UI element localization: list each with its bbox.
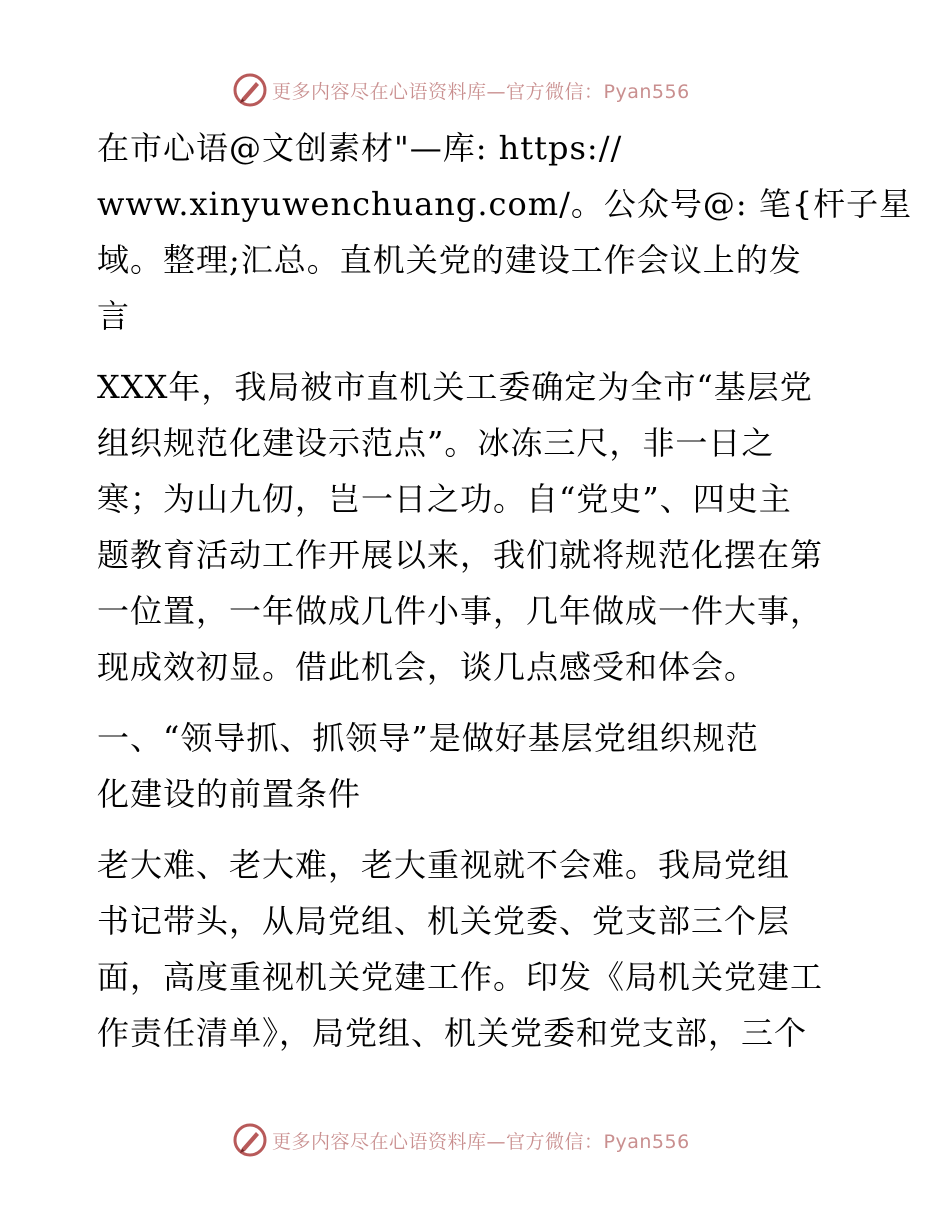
text-line: 一、“领导抓、抓领导”是做好基层党组织规范 [97, 719, 759, 757]
text-line: XXX年，我局被市直机关工委确定为全市“基层党 [97, 368, 813, 406]
text-line: 书记带头，从局党组、机关党委、党支部三个层 [97, 902, 791, 940]
watermark-banner-bottom [232, 1120, 690, 1160]
text-line: 面，高度重视机关党建工作。印发《局机关党建工 [97, 958, 824, 996]
text-line: 组织规范化建设示范点”。冰冻三尺，非一日之 [97, 424, 775, 462]
text-line: www.xinyuwenchuang.com/。公众号@: 笔{杆子星 [97, 185, 913, 223]
text-line: 言 [97, 297, 131, 335]
body-paragraph [97, 365, 857, 689]
watermark-banner-top [232, 70, 690, 110]
text-line: 域。整理;汇总。直机关党的建设工作会议上的发 [97, 241, 802, 279]
text-line: 一位置，一年做成几件小事，几年做成一件大事， [97, 592, 824, 630]
text-line: 老大难、老大难，老大重视就不会难。我局党组 [97, 846, 791, 884]
body-paragraph [97, 843, 857, 1055]
text-line: 在市心语@文创素材"—库: https:// [97, 129, 623, 167]
text-line: 现成效初显。借此机会，谈几点感受和体会。 [97, 648, 758, 686]
watermark-text: 更多内容尽在心语资料库—官方微信：Pyan556 [272, 1130, 690, 1153]
pen-logo-icon [232, 72, 268, 108]
section-heading [97, 716, 857, 816]
text-line: 寒；为山九仞，岂一日之功。自“党史”、四史主 [97, 480, 792, 518]
text-line: 作责任清单》，局党组、机关党委和党支部，三个 [97, 1014, 808, 1052]
document-body [97, 126, 913, 1067]
pen-logo-icon [232, 1122, 268, 1158]
text-line: 题教育活动工作开展以来，我们就将规范化摆在第 [97, 536, 824, 574]
text-line: 化建设的前置条件 [97, 775, 362, 813]
watermark-text: 更多内容尽在心语资料库—官方微信：Pyan556 [272, 80, 690, 103]
intro-paragraph [97, 126, 913, 338]
